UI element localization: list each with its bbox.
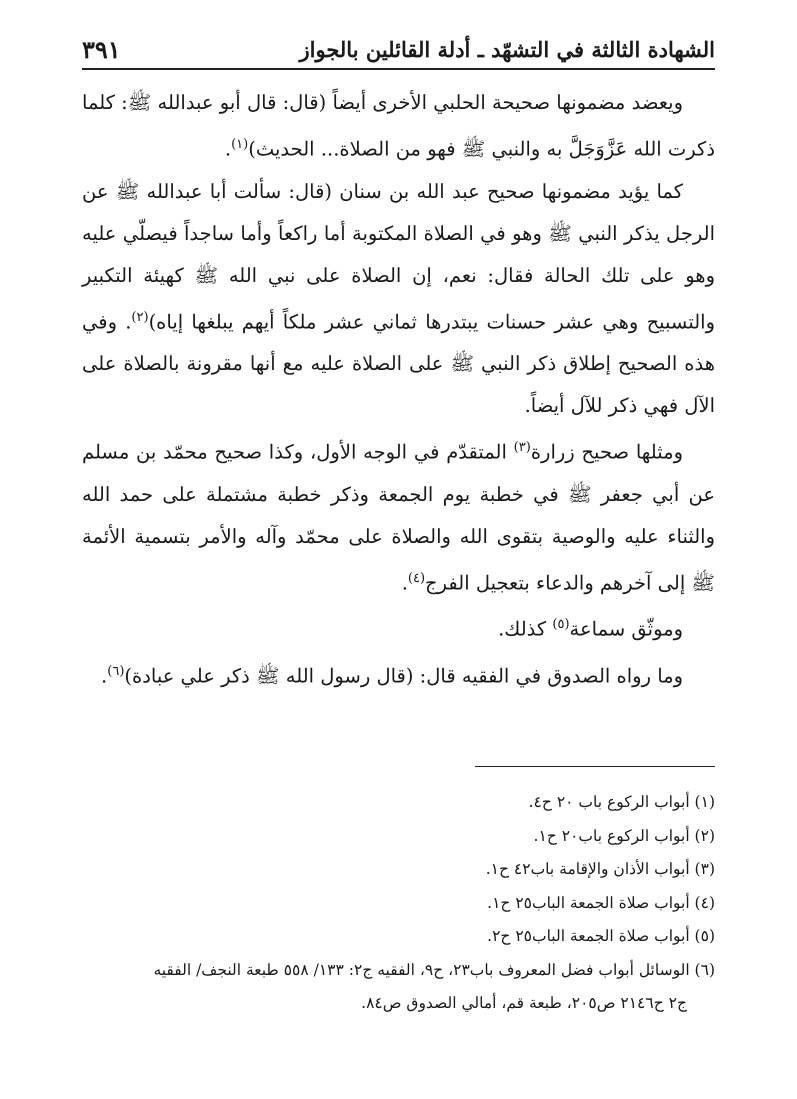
footnote: (٦) الوسائل أبواب فضل المعروف باب٢٣، ح٩، الفقيه ج٢: ١٣٣/ ٥٥٨ طبعة النجف/ الفقيه [153, 960, 715, 979]
paragraph-text: . [224, 137, 232, 161]
paragraph-text: وموثّق سماعة [569, 617, 683, 641]
paragraph [82, 82, 715, 171]
paragraph-text: كما يؤيد مضمونها صحيح عبد الله بن سنان (قال: سألت أبا عبدالله ﷺ عن الرجل يذكر النبي ﷺ وهو في الصلاة المكتوبة أما راكعاً وأما ساجداً فيصلّي عليه وهو على تلك الحالة فقال: نعم، إن الصلاة على نبي الله ﷺ كهيئة التكبير والتسبيح وهي عشر حسنات يبتدرها ثماني عشر ملكاً أيهم يبلغها إياه) [82, 179, 715, 333]
paragraph-text: وما رواه الصدوق في الفقيه قال: (قال رسول الله ﷺ ذكر علي عبادة) [124, 664, 683, 687]
paragraph [82, 651, 715, 698]
paragraph-text: كذلك. [498, 617, 553, 641]
running-header [82, 30, 715, 70]
paragraph-text: . [401, 571, 408, 594]
paragraph-text: ويعضد مضمونها صحيحة الحلبي الأخرى أيضاً (قال: قال أبو عبدالله ﷺ: كلما ذكرت الله عَزَّوَجَلَّ به والنبي ﷺ فهو من الصلاة... الحديث) [82, 91, 715, 161]
paragraph [82, 427, 715, 604]
footnote: (١) أبواب الركوع باب ٢٠ ح٤. [528, 793, 715, 811]
paragraph [82, 604, 715, 651]
footnote-continuation: ج٢ ح٢١٤٦ ص٢٠٥، طبعة قم، أمالي الصدوق ص٨٤. [361, 994, 687, 1012]
footnote-divider [475, 766, 715, 767]
footnote-ref: (٦) [107, 663, 125, 679]
page-number: ٣٩١ [82, 34, 121, 64]
main-text [82, 82, 715, 697]
footnote: (٤) أبواب صلاة الجمعة الباب٢٥ ح١. [487, 893, 715, 912]
footnote-ref: (٢) [131, 309, 149, 325]
footnote-ref: (٣) [513, 440, 531, 455]
footnote-ref: (٤) [407, 570, 426, 586]
footnote: (٥) أبواب صلاة الجمعة الباب٢٥ ح٢. [487, 927, 715, 945]
footnote: (٣) أبواب الأذان والإقامة باب٤٢ ح١. [485, 860, 715, 878]
footnote: (٢) أبواب الركوع باب٢٠ ح١. [533, 826, 715, 845]
footnotes [82, 786, 715, 1021]
paragraph [82, 171, 715, 428]
footnote-ref: (٥) [552, 617, 570, 632]
paragraph-text: . وفي هذه الصحيح إطلاق ذكر النبي ﷺ على الصلاة عليه مع أنها مقرونة بالصلاة على الآل فهي ذكر للآل أيضاً. [82, 310, 715, 417]
paragraph-text: . [101, 664, 108, 687]
paragraph-text: ومثلها صحيح زرارة [530, 440, 683, 464]
footnote-ref: (١) [231, 137, 249, 152]
running-title: الشهادة الثالثة في التشهّد ـ أدلة القائلين بالجواز [299, 36, 715, 62]
paragraph-text: المتقدّم في الوجه الأول، وكذا صحيح محمّد بن مسلم عن أبي جعفر ﷺ في خطبة يوم الجمعة وذكر خطبة مشتملة على حمد الله والثناء عليه والوصية بتقوى الله والصلاة على محمّد وآله والأمر بتسمية الأئمة ﷺ إلى آخرهم والدعاء بتعجيل الفرج [82, 440, 715, 594]
